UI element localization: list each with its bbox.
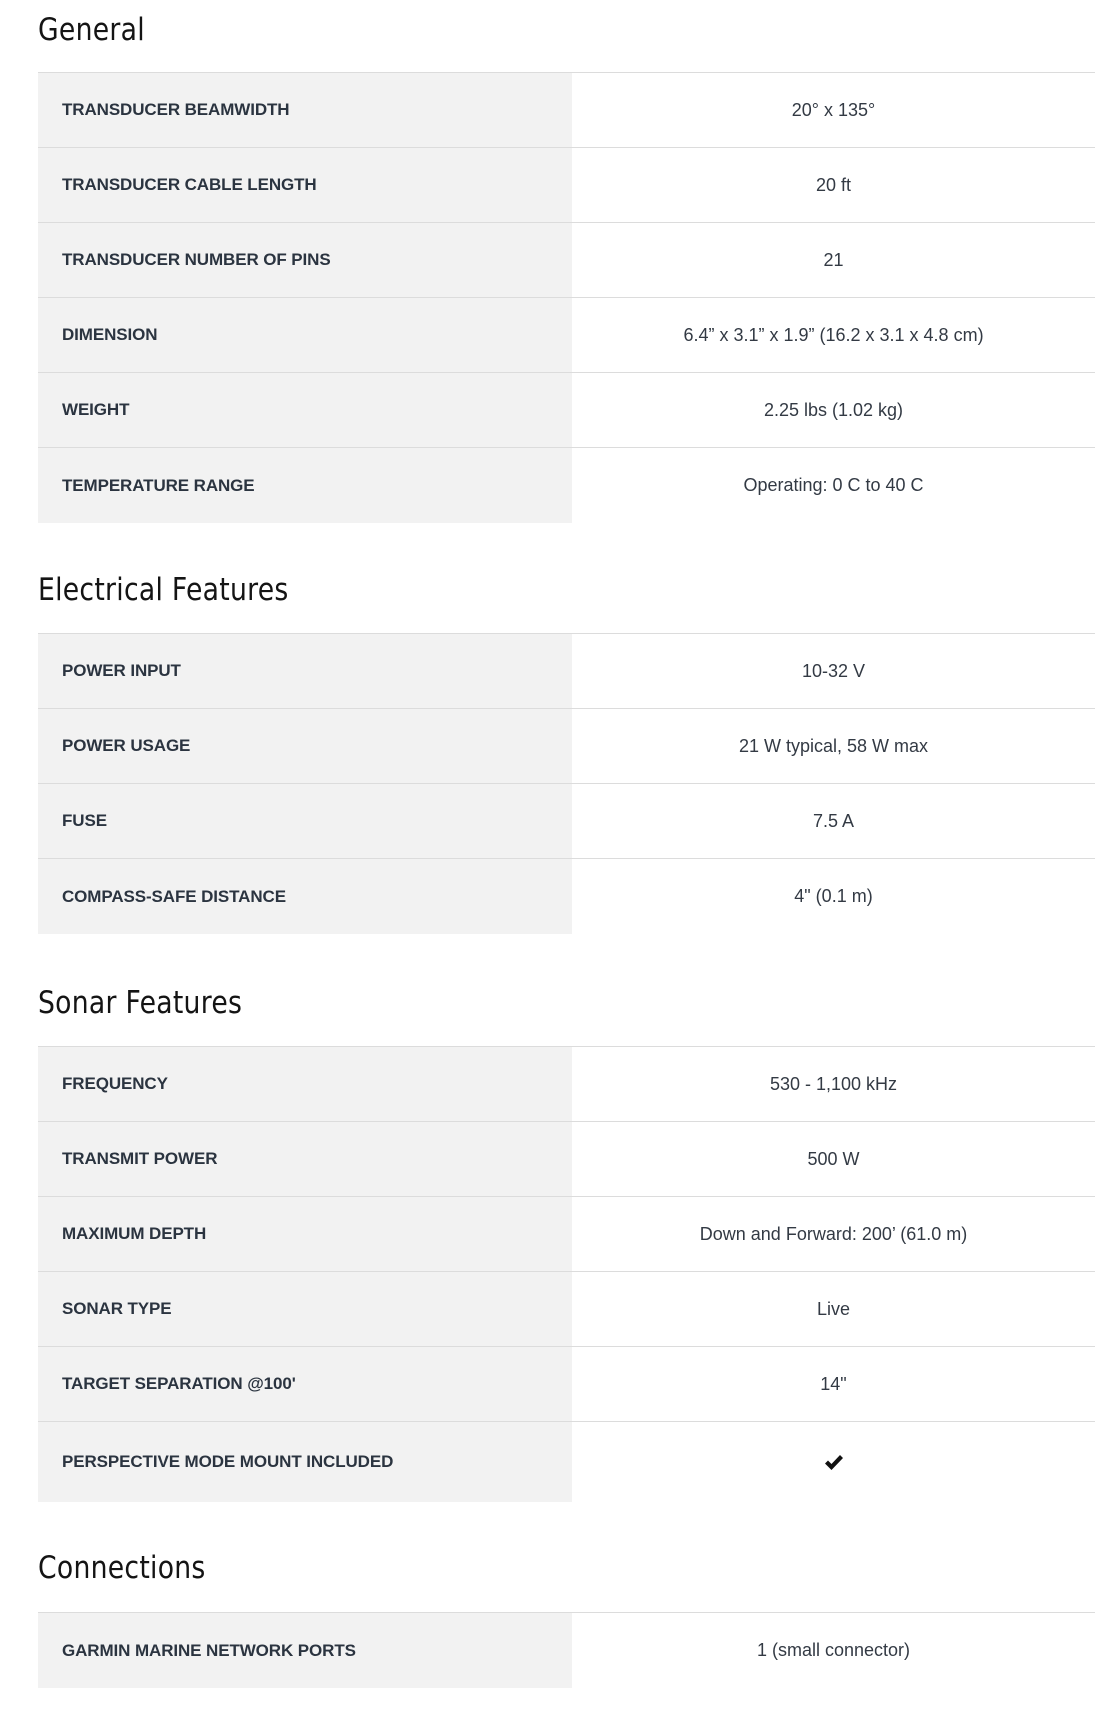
section-title-general: General (38, 12, 145, 48)
table-row (38, 784, 1095, 859)
table-row (38, 1613, 1095, 1688)
table-row (38, 1047, 1095, 1122)
spec-value: 6.4” x 3.1” x 1.9” (16.2 x 3.1 x 4.8 cm) (683, 324, 984, 345)
spec-label: TRANSDUCER CABLE LENGTH (38, 148, 572, 222)
spec-label: TEMPERATURE RANGE (38, 448, 572, 523)
spec-value: 7.5 A (812, 810, 855, 831)
table-row (38, 1272, 1095, 1347)
spec-value: 20° x 135° (791, 99, 876, 120)
table-row (38, 223, 1095, 298)
spec-table-electrical-features (38, 633, 1095, 934)
spec-value: 500 W (807, 1148, 860, 1169)
table-row (38, 709, 1095, 784)
spec-label: COMPASS-SAFE DISTANCE (38, 859, 572, 934)
table-row (38, 1197, 1095, 1272)
spec-value: 4" (0.1 m) (794, 886, 873, 906)
spec-label: GARMIN MARINE NETWORK PORTS (38, 1613, 572, 1688)
spec-label: TRANSDUCER BEAMWIDTH (38, 73, 572, 147)
section-title-connections: Connections (38, 1550, 206, 1586)
spec-value: 2.25 lbs (1.02 kg) (763, 399, 904, 420)
section-title-sonar-features: Sonar Features (38, 985, 243, 1021)
spec-value: 10-32 V (801, 660, 866, 681)
spec-label: POWER INPUT (38, 634, 572, 708)
table-row (38, 1422, 1095, 1502)
section-title-electrical-features: Electrical Features (38, 572, 289, 608)
spec-label: TARGET SEPARATION @100' (38, 1347, 572, 1421)
spec-value: 21 W typical, 58 W max (738, 735, 929, 756)
spec-value: 20 ft (815, 174, 852, 195)
spec-value: 21 (823, 249, 844, 270)
spec-value: 14" (820, 1373, 847, 1394)
spec-label: DIMENSION (38, 298, 572, 372)
spec-label: PERSPECTIVE MODE MOUNT INCLUDED (38, 1422, 572, 1502)
spec-table-general (38, 72, 1095, 523)
spec-value: 530 - 1,100 kHz (769, 1073, 898, 1094)
spec-value: 1 (small connector) (756, 1640, 911, 1660)
spec-label: WEIGHT (38, 373, 572, 447)
spec-table-sonar-features (38, 1046, 1095, 1502)
spec-label: MAXIMUM DEPTH (38, 1197, 572, 1271)
spec-value: Live (816, 1298, 851, 1319)
spec-value: Operating: 0 C to 40 C (743, 475, 924, 495)
spec-label: TRANSDUCER NUMBER OF PINS (38, 223, 572, 297)
table-row (38, 298, 1095, 373)
spec-label: POWER USAGE (38, 709, 572, 783)
table-row (38, 1122, 1095, 1197)
table-row (38, 859, 1095, 934)
table-row (38, 634, 1095, 709)
spec-label: FUSE (38, 784, 572, 858)
spec-label: SONAR TYPE (38, 1272, 572, 1346)
table-row (38, 148, 1095, 223)
checkmark-icon (823, 1452, 845, 1472)
table-row (38, 448, 1095, 523)
table-row (38, 73, 1095, 148)
table-row (38, 373, 1095, 448)
table-row (38, 1347, 1095, 1422)
spec-value: Down and Forward: 200’ (61.0 m) (699, 1223, 968, 1244)
spec-label: FREQUENCY (38, 1047, 572, 1121)
spec-table-connections (38, 1612, 1095, 1688)
spec-value (572, 1422, 1095, 1502)
spec-label: TRANSMIT POWER (38, 1122, 572, 1196)
